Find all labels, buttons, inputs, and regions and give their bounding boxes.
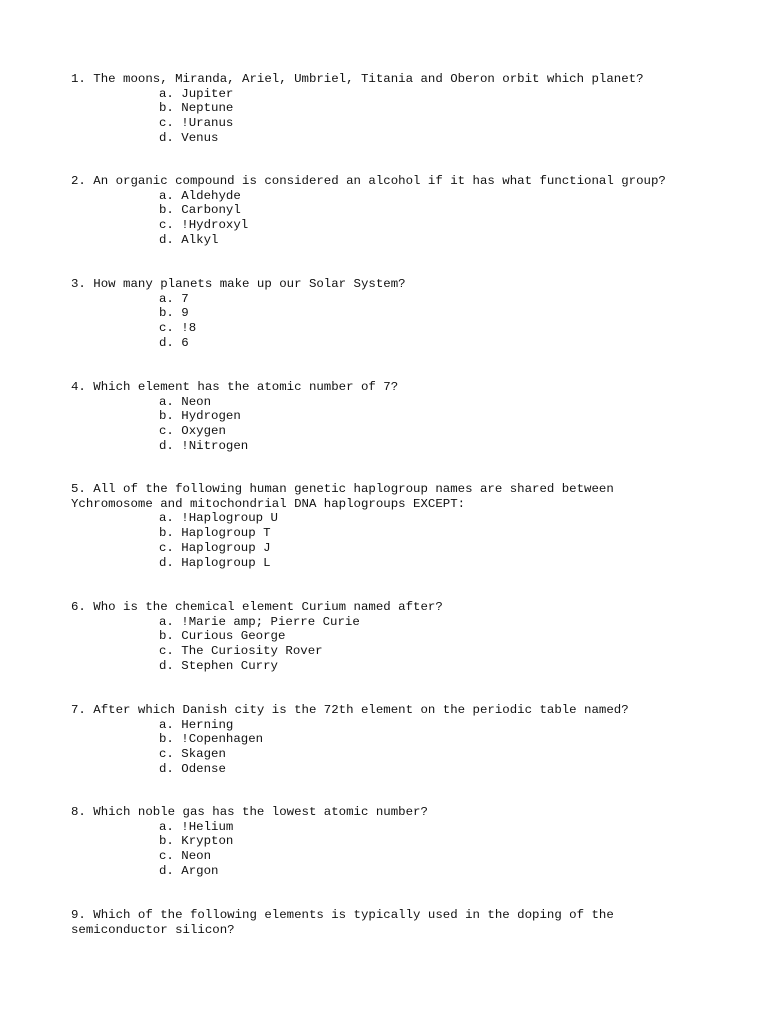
question-5-options: [71, 511, 711, 570]
option-b: b. !Copenhagen: [159, 732, 264, 747]
option-c: c. Oxygen: [159, 424, 226, 439]
question-5: [71, 482, 711, 570]
option-b: b. Carbonyl: [159, 203, 241, 218]
question-2-text: 2. An organic compound is considered an alcohol if it has what functional group?: [71, 174, 666, 188]
question-7-options: [71, 718, 711, 777]
question-3-options: [71, 292, 711, 351]
option-b: b. 9: [159, 306, 189, 321]
option-c: c. Skagen: [159, 747, 226, 762]
option-d: d. Stephen Curry: [159, 658, 278, 673]
option-b: b. Neptune: [159, 101, 234, 116]
question-7-text: 7. After which Danish city is the 72th element on the periodic table named?: [71, 703, 629, 717]
question-9-text: 9. Which of the following elements is typically used in the doping of the semiconductor silicon?: [71, 908, 614, 937]
question-1: [71, 72, 711, 146]
option-d: d. Odense: [159, 761, 226, 776]
option-a: a. Herning: [159, 717, 234, 732]
question-7: [71, 703, 711, 777]
question-3-text: 3. How many planets make up our Solar System?: [71, 277, 406, 291]
question-4-text: 4. Which element has the atomic number of 7?: [71, 380, 399, 394]
option-c: c. !8: [159, 321, 197, 336]
option-a: a. !Helium: [159, 819, 234, 834]
option-d: d. Alkyl: [159, 232, 219, 247]
question-6-text: 6. Who is the chemical element Curium named after?: [71, 600, 443, 614]
option-c: c. Haplogroup J: [159, 540, 271, 555]
option-a: a. 7: [159, 291, 189, 306]
option-d: d. !Nitrogen: [159, 438, 249, 453]
question-8: [71, 805, 711, 879]
question-3: [71, 277, 711, 351]
option-b: b. Krypton: [159, 834, 234, 849]
option-a: a. Aldehyde: [159, 188, 241, 203]
option-a: a. Neon: [159, 394, 212, 409]
option-d: d. Venus: [159, 130, 219, 145]
option-c: c. The Curiosity Rover: [159, 644, 323, 659]
option-d: d. Haplogroup L: [159, 555, 271, 570]
option-b: b. Haplogroup T: [159, 526, 271, 541]
option-b: b. Hydrogen: [159, 409, 241, 424]
question-9: [71, 908, 711, 937]
option-c: c. !Uranus: [159, 116, 234, 131]
option-b: b. Curious George: [159, 629, 286, 644]
option-c: c. Neon: [159, 849, 212, 864]
question-4: [71, 380, 711, 454]
question-8-text: 8. Which noble gas has the lowest atomic number?: [71, 805, 428, 819]
question-1-text: 1. The moons, Miranda, Ariel, Umbriel, Titania and Oberon orbit which planet?: [71, 72, 644, 86]
question-5-text: 5. All of the following human genetic haplogroup names are shared between Ychromosome and mitochondrial DNA haplogroups EXCEPT:: [71, 482, 614, 511]
question-4-options: [71, 395, 711, 454]
option-a: a. !Marie amp; Pierre Curie: [159, 614, 360, 629]
question-1-options: [71, 87, 711, 146]
option-d: d. Argon: [159, 863, 219, 878]
question-6-options: [71, 615, 711, 674]
question-6: [71, 600, 711, 674]
question-8-options: [71, 820, 711, 879]
question-2: [71, 174, 711, 248]
question-2-options: [71, 189, 711, 248]
option-a: a. Jupiter: [159, 86, 234, 101]
option-c: c. !Hydroxyl: [159, 218, 249, 233]
option-a: a. !Haplogroup U: [159, 511, 278, 526]
option-d: d. 6: [159, 335, 189, 350]
